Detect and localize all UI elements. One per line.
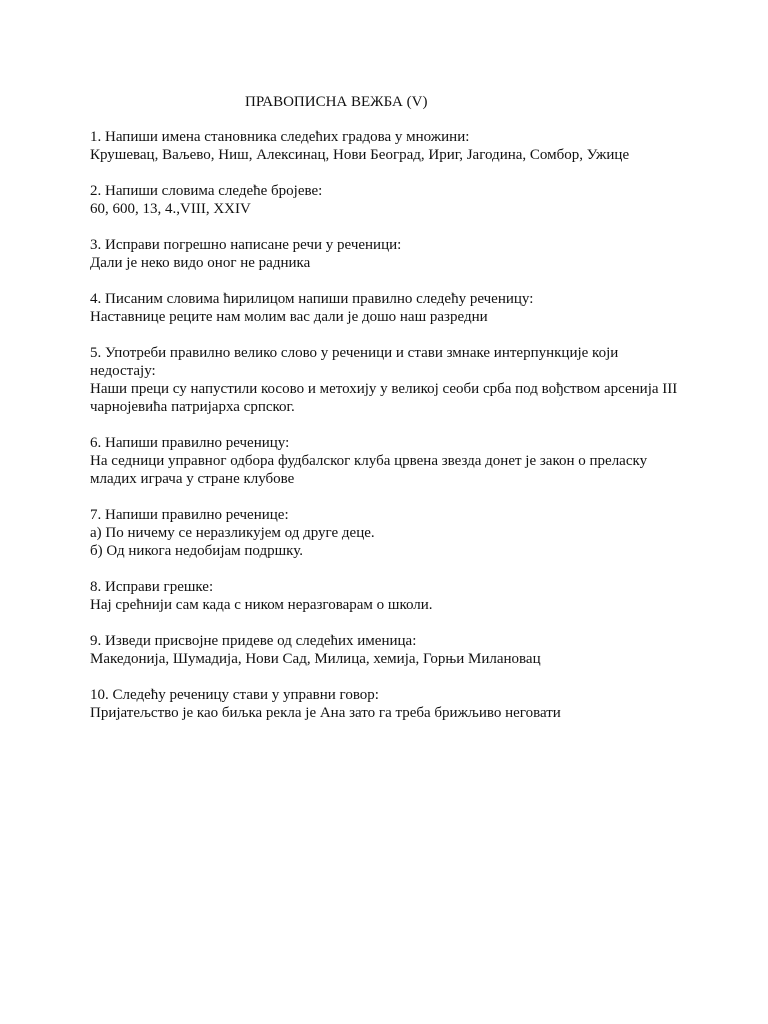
exercise-content: Пријатељство је као биљка рекла је Ана зато га треба брижљиво неговати [90, 705, 561, 721]
exercise-6 [90, 434, 680, 488]
exercise-content: Наши преци су напустили косово и метохију у великој сеоби срба под вођством арсенија III чарнојевића патријарха српског. [90, 381, 678, 415]
exercise-content: а) По ничему се неразликујем од друге деце. [90, 525, 375, 541]
exercise-content: Нај срећнији сам када с ником неразговарам о школи. [90, 597, 433, 613]
exercise-7 [90, 506, 680, 560]
exercise-3 [90, 236, 680, 272]
exercise-prompt: 5. Употреби правилно велико слово у реченици и стави змнаке интерпункције који недостају: [90, 345, 619, 379]
exercise-5 [90, 344, 680, 416]
exercise-content: б) Од никога недобијам подршку. [90, 543, 303, 559]
exercise-10 [90, 686, 680, 722]
exercise-2 [90, 182, 680, 218]
exercise-list [90, 128, 680, 740]
exercise-content: 60, 600, 13, 4.,VIII, XXIV [90, 201, 251, 217]
exercise-prompt: 10. Следећу реченицу стави у управни говор: [90, 687, 379, 703]
exercise-content: Наставнице реците нам молим вас дали је дошо наш разредни [90, 309, 488, 325]
exercise-content: Македонија, Шумадија, Нови Сад, Милица, хемија, Горњи Милановац [90, 651, 541, 667]
exercise-prompt: 1. Напиши имена становника следећих градова у множини: [90, 129, 470, 145]
exercise-prompt: 4. Писаним словима ћирилицом напиши правилно следећу реченицу: [90, 291, 534, 307]
exercise-prompt: 2. Напиши словима следеће бројеве: [90, 183, 323, 199]
exercise-1 [90, 128, 680, 164]
exercise-prompt: 3. Исправи погрешно написане речи у реченици: [90, 237, 402, 253]
exercise-prompt: 8. Исправи грешке: [90, 579, 214, 595]
exercise-content: Дали је неко видо оног не радника [90, 255, 311, 271]
exercise-9 [90, 632, 680, 668]
exercise-4 [90, 290, 680, 326]
page-title: ПРАВОПИСНА ВЕЖБА (V) [245, 94, 428, 110]
exercise-prompt: 6. Напиши правилно реченицу: [90, 435, 290, 451]
exercise-prompt: 9. Изведи присвојне придеве од следећих именица: [90, 633, 417, 649]
exercise-prompt: 7. Напиши правилно реченице: [90, 507, 289, 523]
exercise-8 [90, 578, 680, 614]
exercise-content: Крушевац, Ваљево, Ниш, Алексинац, Нови Београд, Ириг, Јагодина, Сомбор, Ужице [90, 147, 630, 163]
exercise-content: На седници управног одбора фудбалског клуба црвена звезда донет је закон о преласку младих играча у стране клубове [90, 453, 648, 487]
